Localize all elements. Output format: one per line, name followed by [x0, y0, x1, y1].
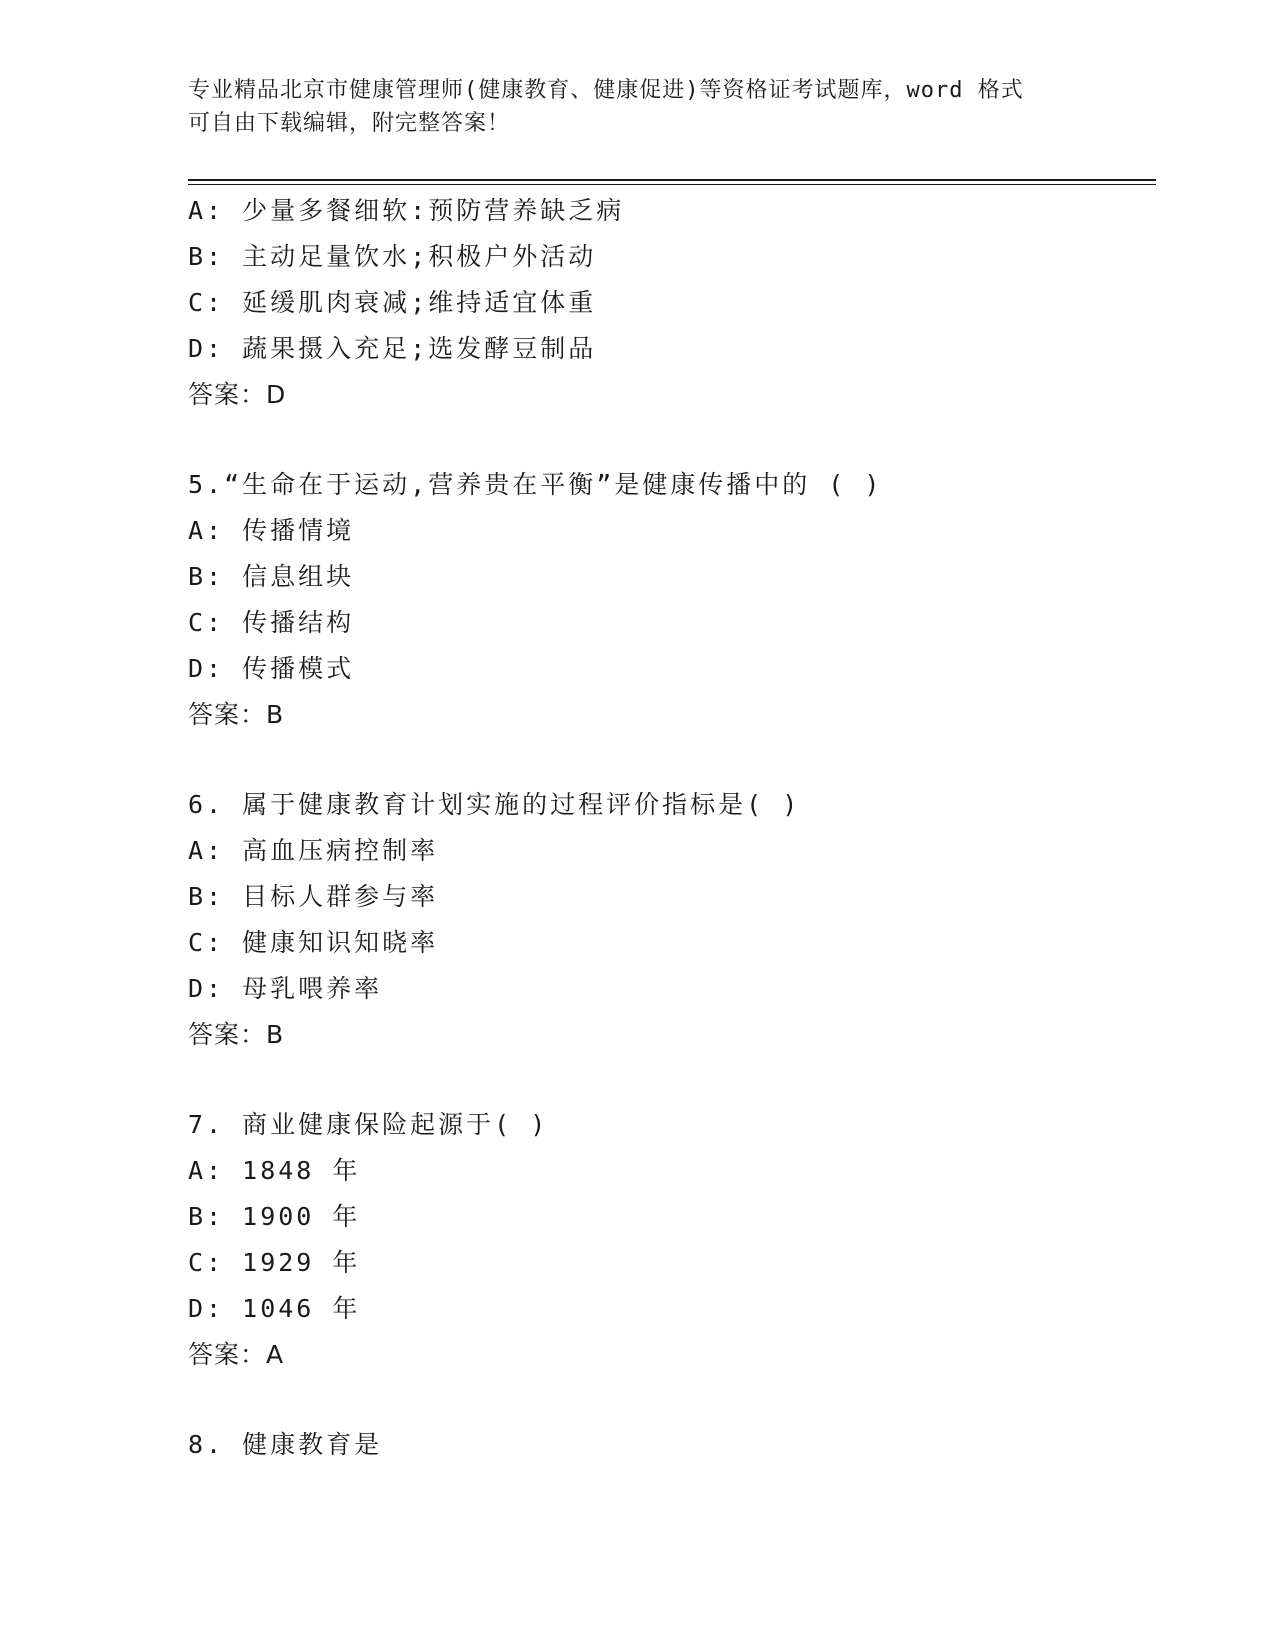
question-text: 5.“生命在于运动,营养贵在平衡”是健康传播中的 ( ) [188, 470, 883, 499]
question-block [188, 1422, 1148, 1468]
header-rule-thin [188, 184, 1156, 185]
answer-line: 答案：B [188, 1020, 285, 1049]
question-text: 8. 健康教育是 [188, 1430, 383, 1459]
option-d: D: 蔬果摄入充足;选发酵豆制品 [188, 334, 597, 363]
question-block [188, 188, 1148, 418]
header-line-1: 专业精品北京市健康管理师(健康教育、健康促进)等资格证考试题库，word 格式 [188, 78, 1024, 103]
option-a: A: 1848 年 [188, 1156, 361, 1185]
option-d: D: 传播模式 [188, 654, 355, 683]
option-a: A: 高血压病控制率 [188, 836, 439, 865]
option-c: C: 延缓肌肉衰减;维持适宜体重 [188, 288, 597, 317]
question-list [188, 188, 1148, 1468]
document-header [188, 74, 1088, 140]
question-text: 6. 属于健康教育计划实施的过程评价指标是( ) [188, 790, 801, 819]
option-b: B: 主动足量饮水;积极户外活动 [188, 242, 597, 271]
option-a: A: 传播情境 [188, 516, 355, 545]
header-line-2: 可自由下载编辑，附完整答案！ [188, 111, 511, 136]
option-d: D: 母乳喂养率 [188, 974, 383, 1003]
header-rule-thick [188, 179, 1156, 181]
option-c: C: 健康知识知晓率 [188, 928, 439, 957]
question-block [188, 462, 1148, 738]
option-b: B: 1900 年 [188, 1202, 361, 1231]
answer-line: 答案：B [188, 700, 285, 729]
option-b: B: 目标人群参与率 [188, 882, 439, 911]
question-block [188, 782, 1148, 1058]
question-block [188, 1102, 1148, 1378]
answer-line: 答案：A [188, 1340, 285, 1369]
answer-line: 答案：D [188, 380, 287, 409]
option-a: A: 少量多餐细软:预防营养缺乏病 [188, 196, 625, 225]
option-b: B: 信息组块 [188, 562, 355, 591]
option-c: C: 1929 年 [188, 1248, 361, 1277]
option-c: C: 传播结构 [188, 608, 355, 637]
option-d: D: 1046 年 [188, 1294, 361, 1323]
question-text: 7. 商业健康保险起源于( ) [188, 1110, 549, 1139]
